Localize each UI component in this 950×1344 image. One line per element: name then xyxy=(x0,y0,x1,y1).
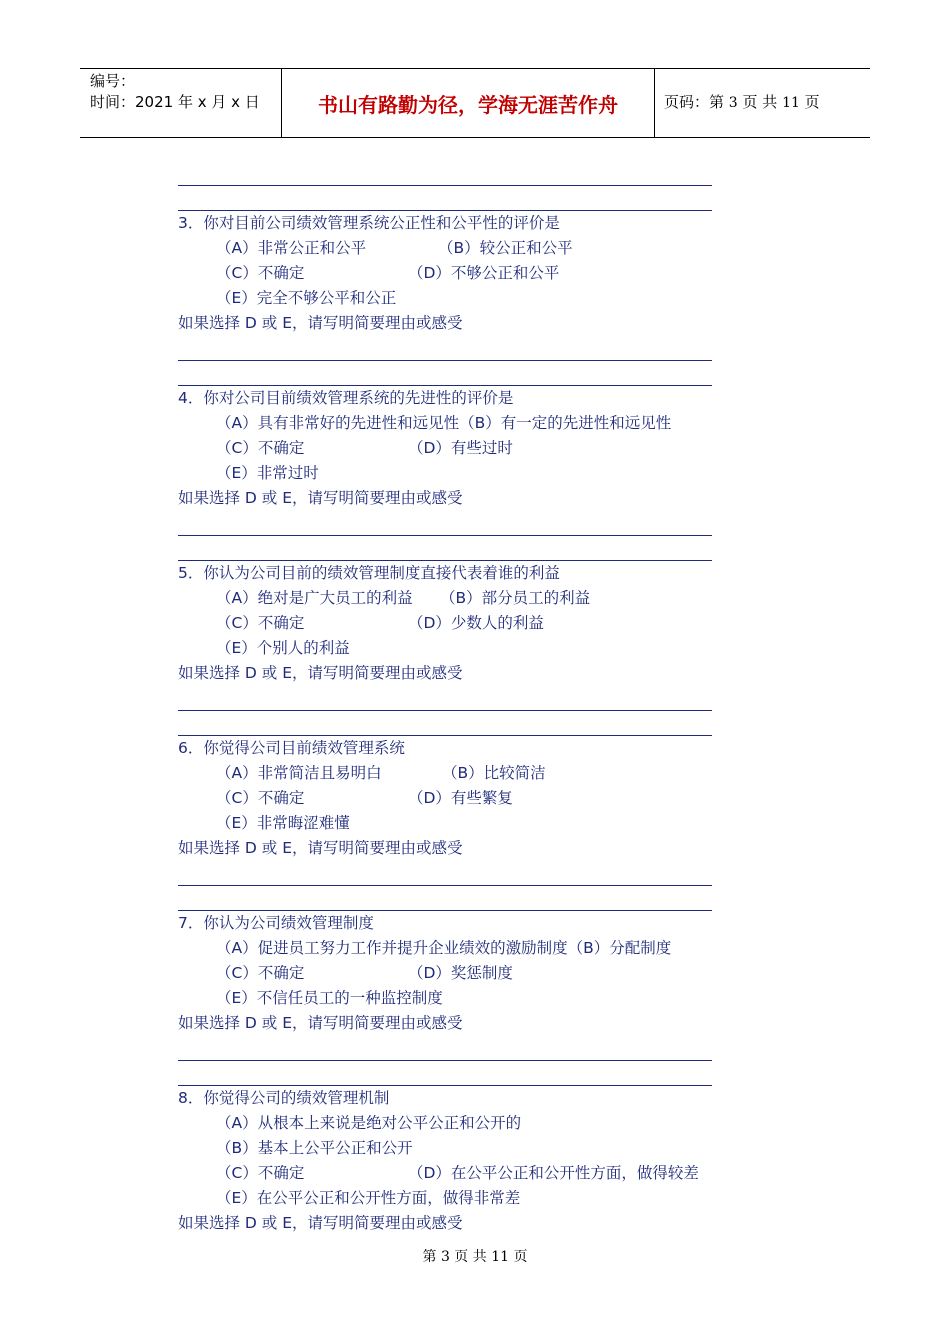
option-e[interactable]: （E）个别人的利益 xyxy=(216,639,350,657)
option-a[interactable]: （A）非常公正和公平 xyxy=(216,239,367,257)
question-title: 5．你认为公司目前的绩效管理制度直接代表着谁的利益 xyxy=(178,564,560,582)
follow-up-prompt: 如果选择 D 或 E，请写明简要理由或感受 xyxy=(178,489,463,507)
question-block xyxy=(178,211,718,386)
header-divider xyxy=(654,69,655,137)
question-block xyxy=(178,561,718,736)
answer-line[interactable] xyxy=(178,162,712,186)
option-row xyxy=(178,936,718,961)
question-block xyxy=(178,1086,718,1236)
question-block xyxy=(178,386,718,561)
answer-line[interactable] xyxy=(178,186,712,211)
option-row xyxy=(178,411,718,436)
option-row xyxy=(178,1111,718,1136)
option-row xyxy=(178,636,718,661)
question-title: 7．你认为公司绩效管理制度 xyxy=(178,914,374,932)
option-b[interactable]: （B）比较简洁 xyxy=(442,764,546,782)
option-e[interactable]: （E）完全不够公平和公正 xyxy=(216,289,397,307)
page-end: 页 xyxy=(804,93,820,111)
option-d[interactable]: （D）有些过时 xyxy=(408,439,513,457)
answer-line[interactable] xyxy=(178,511,712,536)
answer-line[interactable] xyxy=(178,1061,712,1086)
option-e[interactable]: （E）在公平公正和公开性方面，做得非常差 xyxy=(216,1189,521,1207)
follow-up-prompt: 如果选择 D 或 E，请写明简要理由或感受 xyxy=(178,1214,463,1232)
document-time-label: 时间：2021 年 x 月 x 日 xyxy=(90,93,260,111)
answer-line[interactable] xyxy=(178,886,712,911)
option-b[interactable]: （B）基本上公平公正和公开 xyxy=(216,1139,413,1157)
answer-line[interactable] xyxy=(178,536,712,561)
option-b[interactable]: （B）较公正和公平 xyxy=(438,239,573,257)
option-a[interactable]: （A）绝对是广大员工的利益 xyxy=(216,589,413,607)
option-row xyxy=(178,436,718,461)
option-row xyxy=(178,461,718,486)
option-d[interactable]: （D）在公平公正和公开性方面，做得较差 xyxy=(408,1164,699,1182)
option-c[interactable]: （C）不确定 xyxy=(216,264,305,282)
option-row xyxy=(178,261,718,286)
answer-line[interactable] xyxy=(178,336,712,361)
option-row xyxy=(178,811,718,836)
option-row xyxy=(178,1161,718,1186)
option-row xyxy=(178,761,718,786)
page-footer: 第 3 页 共 11 页 xyxy=(422,1249,528,1265)
option-row xyxy=(178,1136,718,1161)
option-e[interactable]: （E）非常过时 xyxy=(216,464,319,482)
option-a[interactable]: （A）从根本上来说是绝对公平公正和公开的 xyxy=(216,1114,522,1132)
question-title: 8．你觉得公司的绩效管理机制 xyxy=(178,1089,390,1107)
option-c[interactable]: （C）不确定 xyxy=(216,614,305,632)
follow-up-prompt: 如果选择 D 或 E，请写明简要理由或感受 xyxy=(178,1014,463,1032)
option-row xyxy=(178,1186,718,1211)
answer-line[interactable] xyxy=(178,361,712,386)
answer-line[interactable] xyxy=(178,711,712,736)
option-e[interactable]: （E）不信任员工的一种监控制度 xyxy=(216,989,443,1007)
document-number-label: 编号： xyxy=(90,72,136,90)
option-a-b[interactable]: （A）具有非常好的先进性和远见性（B）有一定的先进性和远见性 xyxy=(216,414,672,432)
option-d[interactable]: （D）有些繁复 xyxy=(408,789,513,807)
option-c[interactable]: （C）不确定 xyxy=(216,439,305,457)
option-d[interactable]: （D）少数人的利益 xyxy=(408,614,544,632)
option-c[interactable]: （C）不确定 xyxy=(216,789,305,807)
option-row xyxy=(178,961,718,986)
option-row xyxy=(178,236,718,261)
follow-up-prompt: 如果选择 D 或 E，请写明简要理由或感受 xyxy=(178,314,463,332)
option-d[interactable]: （D）不够公正和公平 xyxy=(408,264,560,282)
option-c[interactable]: （C）不确定 xyxy=(216,1164,305,1182)
question-title: 6．你觉得公司目前绩效管理系统 xyxy=(178,739,405,757)
option-a[interactable]: （A）非常简洁且易明白 xyxy=(216,764,382,782)
questionnaire-body xyxy=(178,162,718,1236)
option-d[interactable]: （D）奖惩制度 xyxy=(408,964,513,982)
question-title: 4．你对公司目前绩效管理系统的先进性的评价是 xyxy=(178,389,514,407)
option-row xyxy=(178,986,718,1011)
option-c[interactable]: （C）不确定 xyxy=(216,964,305,982)
header-page-indicator xyxy=(664,91,820,112)
page-mid: 页 共 xyxy=(742,93,778,111)
option-b[interactable]: （B）部分员工的利益 xyxy=(440,589,591,607)
question-block xyxy=(178,911,718,1086)
question-block xyxy=(178,736,718,911)
option-a-b[interactable]: （A）促进员工努力工作并提升企业绩效的激励制度（B）分配制度 xyxy=(216,939,672,957)
page-total: 11 xyxy=(782,95,800,111)
page-header xyxy=(80,68,870,138)
follow-up-prompt: 如果选择 D 或 E，请写明简要理由或感受 xyxy=(178,664,463,682)
option-e[interactable]: （E）非常晦涩难懂 xyxy=(216,814,350,832)
answer-line[interactable] xyxy=(178,861,712,886)
option-row xyxy=(178,786,718,811)
page-label: 页码：第 xyxy=(664,93,725,111)
header-meta xyxy=(90,71,260,113)
header-motto: 书山有路勤为径，学海无涯苦作舟 xyxy=(318,92,618,117)
option-row xyxy=(178,286,718,311)
answer-line[interactable] xyxy=(178,686,712,711)
answer-line[interactable] xyxy=(178,1036,712,1061)
follow-up-prompt: 如果选择 D 或 E，请写明简要理由或感受 xyxy=(178,839,463,857)
page-current: 3 xyxy=(728,95,738,111)
option-row xyxy=(178,611,718,636)
option-row xyxy=(178,586,718,611)
question-title: 3．你对目前公司绩效管理系统公正性和公平性的评价是 xyxy=(178,214,560,232)
